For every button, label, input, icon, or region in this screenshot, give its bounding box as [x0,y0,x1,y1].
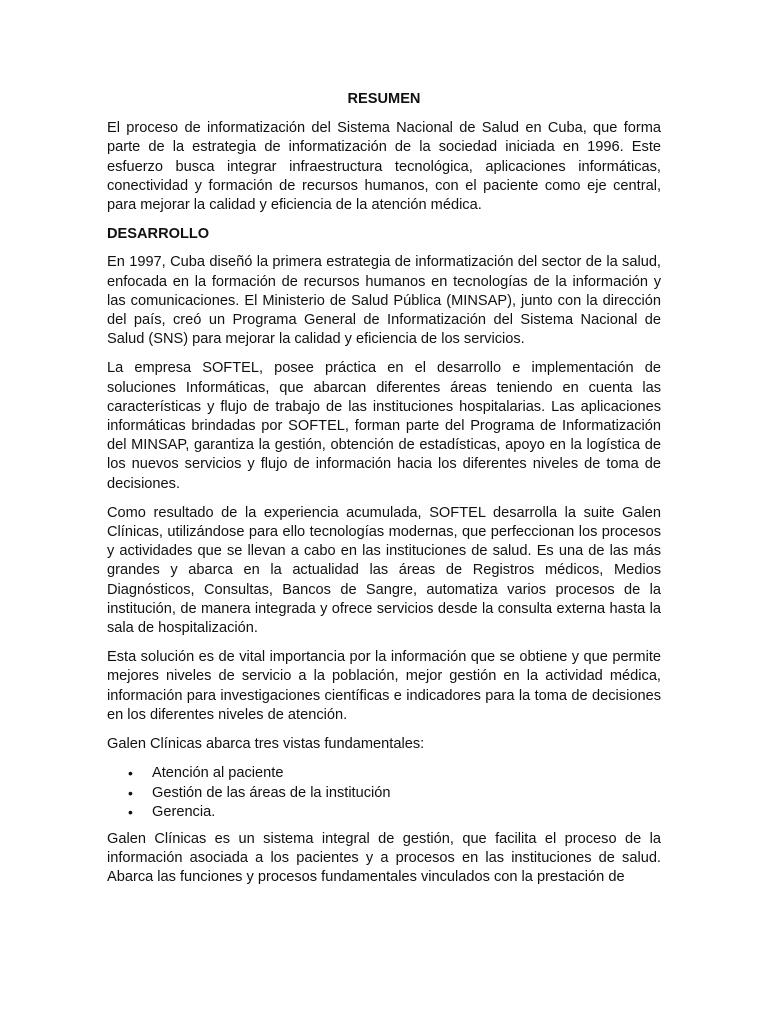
bullet-icon: • [128,803,133,820]
list-item-text: Atención al paciente [152,765,284,782]
body-paragraph: La empresa SOFTEL, posee práctica en el desarrollo e implementación de soluciones Informáticas, que abarcan diferentes áreas teniendo en cuenta las características y flujo de trabajo de las instituciones hospitalarias. Las aplicaciones informáticas brindadas por SOFTEL, forman parte del Programa de Informatización del MINSAP, garantiza la gestión, obtención de estadísticas, apoyo en la logística de los nuevos servicios y flujo de información hacia los diferentes niveles de toma de decisiones. [107,360,661,492]
body-paragraph: Galen Clínicas abarca tres vistas fundamentales: [107,736,425,753]
body-paragraph: En 1997, Cuba diseñó la primera estrategia de informatización del sector de la salud, enfocada en la formación de recursos humanos en tecnologías de la información y las comunicaciones. El Ministerio de Salud Pública (MINSAP), junto con la dirección del país, creó un Programa General de Informatización del Sistema Nacional de Salud (SNS) para mejorar la calidad y eficiencia de los servicios. [107,254,661,348]
document-page [107,90,661,898]
bullet-icon: • [128,784,133,801]
list-item-text: Gerencia. [152,803,216,820]
list-item [128,764,661,783]
body-paragraph: Como resultado de la experiencia acumulada, SOFTEL desarrolla la suite Galen Clínicas, utilizándose para ello tecnologías modernas, que perfeccionan los procesos y actividades que se llevan a cabo en las instituciones de salud. Es una de las más grandes y abarca en la actualidad las áreas de Registros médicos, Medios Diagnósticos, Consultas, Bancos de Sangre, automatiza varios procesos de la institución, de manera integrada y ofrece servicios desde la consulta externa hasta la sala de hospitalización. [107,504,661,637]
bullet-list [107,764,661,822]
section-heading: DESARROLLO [107,226,210,243]
summary-paragraph: El proceso de informatización del Sistema Nacional de Salud en Cuba, que forma parte de la estrategia de informatización de la sociedad iniciada en 1996. Este esfuerzo busca integrar infraestructura tecnológica, aplicaciones informáticas, conectividad y formación de recursos humanos, con el paciente como eje central, para mejorar la calidad y eficiencia de la atención médica. [107,120,661,214]
list-item [128,784,661,803]
closing-paragraph: Galen Clínicas es un sistema integral de gestión, que facilita el proceso de la información asociada a los pacientes y a procesos en las instituciones de salud. Abarca las funciones y procesos fundamentales vinculados con la prestación de [107,830,661,886]
bullet-icon: • [128,765,133,782]
body-paragraph: Esta solución es de vital importancia por la información que se obtiene y que permite mejores niveles de servicio a la población, mejor gestión en la actividad médica, información para investigaciones científicas e indicadores para la toma de decisiones en los diferentes niveles de atención. [107,649,661,723]
list-item-text: Gestión de las áreas de la institución [152,784,391,801]
list-item [128,803,661,822]
document-title: RESUMEN [347,91,421,107]
